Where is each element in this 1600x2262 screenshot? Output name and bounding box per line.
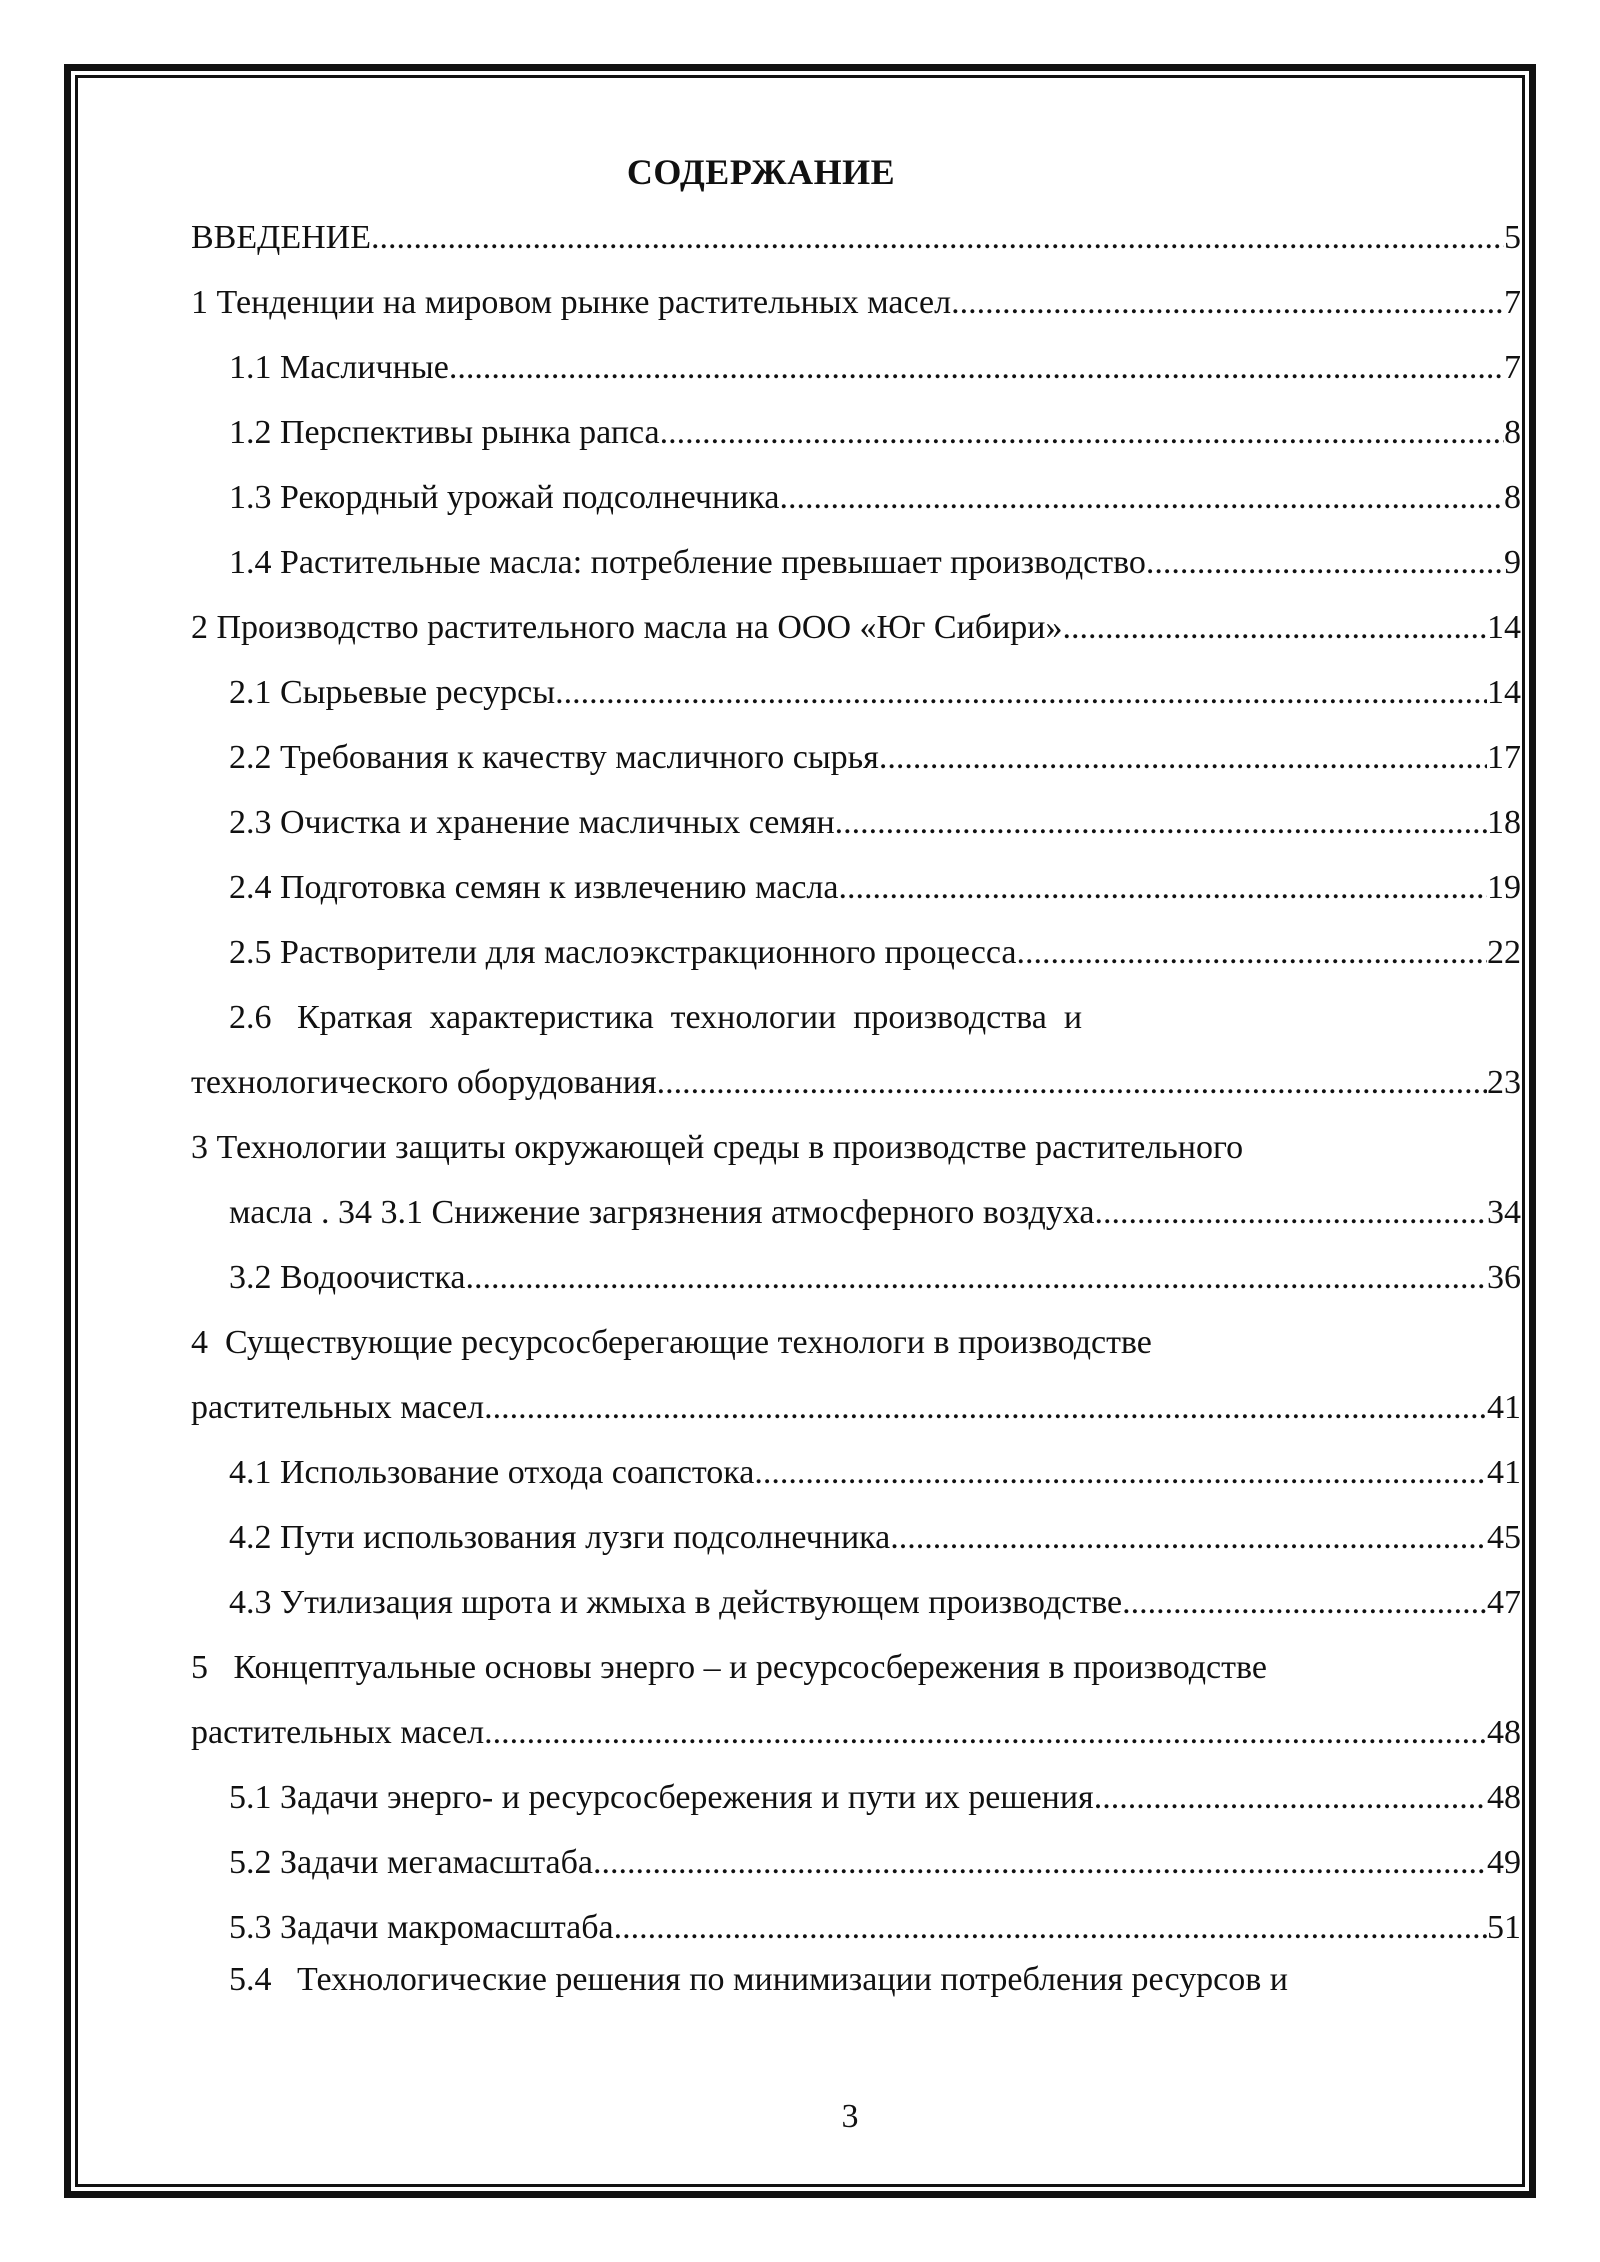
toc-leader-dots <box>780 476 1504 520</box>
toc-page-number: 48 <box>1487 1779 1521 1816</box>
toc-entry-label: 5.1 Задачи энерго- и ресурсосбережения и пути их решения <box>229 1779 1094 1816</box>
toc-page-number: 34 <box>1487 1194 1521 1231</box>
toc-entry-section-2-6-line-2[interactable] <box>191 1061 1521 1105</box>
toc-page-number: 51 <box>1487 1909 1521 1946</box>
toc-entry-section-5-1[interactable] <box>229 1776 1521 1820</box>
toc-leader-dots <box>1122 1581 1487 1625</box>
toc-entry-label: 1 Тенденции на мировом рынке растительных масел <box>191 284 952 321</box>
toc-page-number: 19 <box>1487 869 1521 906</box>
toc-entry-chapter-5-line-2[interactable] <box>191 1711 1521 1755</box>
toc-entry-chapter-5-line-1[interactable]: 5 Концептуальные основы энерго – и ресурсосбережения в производстве <box>191 1649 1267 1686</box>
toc-leader-dots <box>879 736 1487 780</box>
toc-entry-chapter-1[interactable] <box>191 281 1521 325</box>
toc-entry-label: 2.2 Требования к качеству масличного сырья <box>229 739 879 776</box>
toc-leader-dots <box>465 1256 1487 1300</box>
toc-leader-dots <box>1016 931 1487 975</box>
toc-leader-dots <box>835 801 1487 845</box>
toc-entry-chapter-3-line-1[interactable]: 3 Технологии защиты окружающей среды в производстве растительного <box>191 1129 1244 1166</box>
toc-entry-label: 2.4 Подготовка семян к извлечению масла <box>229 869 839 906</box>
toc-page-number: 7 <box>1504 349 1521 386</box>
toc-leader-dots <box>1095 1191 1488 1235</box>
toc-entry-section-1-2[interactable] <box>229 411 1521 455</box>
toc-entry-section-2-2[interactable] <box>229 736 1521 780</box>
toc-entry-section-2-4[interactable] <box>229 866 1521 910</box>
toc-page-number: 23 <box>1487 1064 1521 1101</box>
toc-entry-section-4-2[interactable] <box>229 1516 1521 1560</box>
toc-entry-label: растительных масел <box>191 1714 485 1751</box>
toc-entry-label: 4.1 Использование отхода соапстока <box>229 1454 755 1491</box>
toc-entry-chapter-4-line-1[interactable]: 4 Существующие ресурсосберегающие технологи в производстве <box>191 1324 1152 1361</box>
toc-entry-section-3-2[interactable] <box>229 1256 1521 1300</box>
toc-entry-label: 4.2 Пути использования лузги подсолнечника <box>229 1519 891 1556</box>
page-number: 3 <box>841 2098 859 2135</box>
page-title: СОДЕРЖАНИЕ <box>626 152 896 192</box>
toc-leader-dots <box>754 1451 1487 1495</box>
toc-entry-label: 2.5 Растворители для маслоэкстракционного процесса <box>229 934 1017 971</box>
toc-leader-dots <box>1146 541 1504 585</box>
toc-leader-dots <box>555 671 1487 715</box>
toc-page-number: 7 <box>1504 284 1521 321</box>
toc-entry-introduction[interactable] <box>191 216 1521 260</box>
toc-leader-dots <box>1094 1776 1487 1820</box>
toc-page-number: 8 <box>1504 414 1521 451</box>
toc-leader-dots <box>951 281 1504 325</box>
toc-leader-dots <box>484 1386 1487 1430</box>
toc-entry-label: 5.2 Задачи мегамасштаба <box>229 1844 593 1881</box>
toc-leader-dots <box>614 1906 1487 1950</box>
toc-leader-dots <box>371 216 1504 260</box>
toc-page-number: 17 <box>1487 739 1521 776</box>
toc-leader-dots <box>593 1841 1487 1885</box>
toc-entry-label: 3.2 Водоочистка <box>229 1259 466 1296</box>
toc-page-number: 36 <box>1487 1259 1521 1296</box>
toc-entry-section-2-1[interactable] <box>229 671 1521 715</box>
toc-page-number: 14 <box>1487 609 1521 646</box>
toc-entry-label: 1.3 Рекордный урожай подсолнечника <box>229 479 780 516</box>
toc-page-number: 5 <box>1504 219 1521 256</box>
toc-entry-section-2-5[interactable] <box>229 931 1521 975</box>
toc-leader-dots <box>657 1061 1487 1105</box>
toc-entry-chapter-3-line-2[interactable] <box>229 1191 1521 1235</box>
toc-entry-label: 4.3 Утилизация шрота и жмыха в действующем производстве <box>229 1584 1123 1621</box>
toc-page-number: 18 <box>1487 804 1521 841</box>
toc-entry-label: 2 Производство растительного масла на ООО «Юг Сибири» <box>191 609 1063 646</box>
toc-page-number: 48 <box>1487 1714 1521 1751</box>
toc-entry-label: растительных масел <box>191 1389 485 1426</box>
toc-page-number: 9 <box>1504 544 1521 581</box>
toc-entry-label: 1.4 Растительные масла: потребление превышает производство <box>229 544 1146 581</box>
toc-page-number: 41 <box>1487 1389 1521 1426</box>
toc-entry-section-2-3[interactable] <box>229 801 1521 845</box>
toc-entry-section-1-3[interactable] <box>229 476 1521 520</box>
toc-page-number: 22 <box>1487 934 1521 971</box>
toc-page-number: 8 <box>1504 479 1521 516</box>
toc-leader-dots <box>1062 606 1487 650</box>
toc-entry-label: 5.3 Задачи макромасштаба <box>229 1909 614 1946</box>
toc-page-number: 14 <box>1487 674 1521 711</box>
toc-page-number: 41 <box>1487 1454 1521 1491</box>
toc-page-number: 47 <box>1487 1584 1521 1621</box>
toc-entry-section-1-4[interactable] <box>229 541 1521 585</box>
toc-entry-label: 2.1 Сырьевые ресурсы <box>229 674 556 711</box>
toc-leader-dots <box>449 346 1504 390</box>
toc-leader-dots <box>890 1516 1487 1560</box>
toc-entry-chapter-4-line-2[interactable] <box>191 1386 1521 1430</box>
toc-leader-dots <box>839 866 1488 910</box>
toc-entry-section-5-4-line-1[interactable]: 5.4 Технологические решения по минимизации потребления ресурсов и <box>229 1961 1288 1998</box>
toc-entry-section-5-3[interactable] <box>229 1906 1521 1950</box>
toc-page-number: 49 <box>1487 1844 1521 1881</box>
toc-entry-section-5-2[interactable] <box>229 1841 1521 1885</box>
toc-entry-label: технологического оборудования <box>191 1064 657 1101</box>
toc-entry-section-4-1[interactable] <box>229 1451 1521 1495</box>
toc-entry-section-2-6-line-1[interactable]: 2.6 Краткая характеристика технологии производства и <box>229 999 1083 1036</box>
toc-entry-label: 1.1 Масличные <box>229 349 449 386</box>
toc-entry-label: 2.3 Очистка и хранение масличных семян <box>229 804 835 841</box>
toc-entry-section-1-1[interactable] <box>229 346 1521 390</box>
toc-entry-section-4-3[interactable] <box>229 1581 1521 1625</box>
toc-page-number: 45 <box>1487 1519 1521 1556</box>
toc-entry-chapter-2[interactable] <box>191 606 1521 650</box>
toc-entry-label: 1.2 Перспективы рынка рапса <box>229 414 660 451</box>
toc-leader-dots <box>484 1711 1487 1755</box>
toc-leader-dots <box>660 411 1504 455</box>
toc-entry-label: ВВЕДЕНИЕ <box>191 219 371 256</box>
toc-entry-label: масла . 34 3.1 Снижение загрязнения атмосферного воздуха <box>229 1194 1095 1231</box>
